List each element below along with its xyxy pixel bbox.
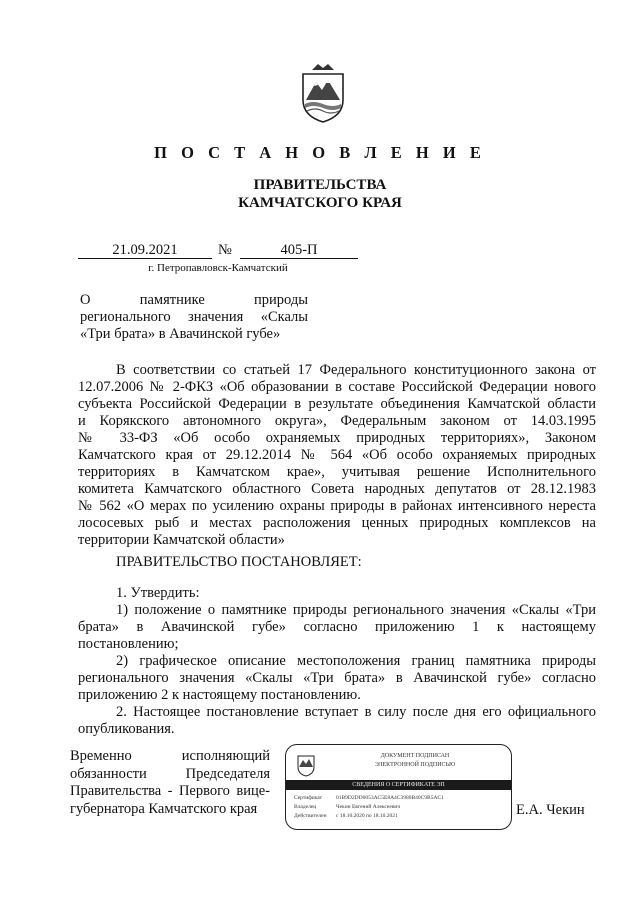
preamble-line: № 562 «О мерах по усилению охраны природы в районах интенсивного нереста	[78, 498, 596, 514]
item-line: 1) положение о памятнике природы регионального значения «Скалы «Три	[116, 602, 596, 618]
document-date: 21.09.2021	[78, 243, 212, 259]
document-number: 405-П	[240, 243, 358, 259]
document-type-title: П О С Т А Н О В Л Е Н И Е	[154, 143, 486, 162]
item-line: 2) графическое описание местоположения границ памятника природы	[116, 653, 596, 669]
position-line: губернатора Камчатского края	[70, 800, 258, 817]
preamble-line: № 33-ФЗ «Об особо охраняемых природных территориях», Законом	[78, 430, 596, 446]
item-line: приложению 2 к настоящему постановлению.	[78, 687, 361, 703]
valid-value: с 18.10.2020 по 18.10.2021	[336, 813, 398, 819]
preamble-line: лососевых рыб и местах расположения ценных природных комплексов на	[78, 515, 596, 531]
issuer-line-1: ПРАВИТЕЛЬСТВА	[253, 177, 387, 193]
preamble-line: территориях в Камчатском крае», учитывая решение Исполнительного	[78, 464, 596, 480]
stamp-cert-row	[294, 795, 444, 801]
item-line: постановлению;	[78, 636, 179, 652]
preamble-line: 12.07.2006 № 2-ФКЗ «Об образовании в составе Российской Федерации нового	[78, 379, 596, 395]
cert-label: Сертификат	[294, 795, 322, 801]
preamble-line: и Корякского автономного округа», Федеральным законом от 14.03.1995	[78, 413, 596, 429]
preamble-line: В соответствии со статьей 17 Федерального конституционного закона от	[116, 362, 596, 378]
valid-label: Действителен	[294, 813, 327, 819]
item-line: опубликования.	[78, 721, 175, 737]
item-line: брата» в Авачинской губе» согласно приложению 1 к настоящему	[78, 619, 596, 635]
owner-label: Владелец	[294, 804, 317, 810]
stamp-valid-row	[294, 813, 398, 819]
preamble-line: Камчатского края от 29.12.2014 № 564 «Об особо охраняемых природных	[78, 447, 596, 463]
position-line: обязанности Председателя	[70, 765, 270, 782]
issuer-line-2: КАМЧАТСКОГО КРАЯ	[238, 195, 402, 211]
preamble-line: субъекта Российской Федерации в результате объединения Камчатской области	[78, 396, 596, 412]
preamble-paragraph	[78, 362, 596, 549]
subject-line: О памятнике природы	[80, 292, 308, 308]
stamp-header-1: ДОКУМЕНТ ПОДПИСАН	[380, 753, 450, 759]
position-line: Правительства - Первого вице-	[70, 783, 270, 799]
item-line: регионального значения «Скалы «Три брата» в Авачинской губе» согласно	[78, 670, 596, 686]
stamp-header-2: ЭЛЕКТРОННОЙ ПОДПИСЬЮ	[374, 762, 456, 768]
preamble-line: территории Камчатской области»	[78, 532, 285, 548]
item-line: 2. Настоящее постановление вступает в силу после дня его официального	[116, 704, 596, 720]
position-line: Временно исполняющий	[70, 748, 270, 764]
subject-line: регионального значения «Скалы	[80, 309, 308, 325]
item-line: 1. Утвердить:	[116, 585, 200, 601]
preamble-line: комитета Камчатского областного Совета народных депутатов от 28.12.1983	[78, 481, 596, 497]
document-subject	[80, 292, 308, 343]
owner-value: Чекин Евгений Алексеевич	[336, 804, 401, 810]
stamp-owner-row	[294, 804, 400, 810]
electronic-signature-stamp	[285, 744, 512, 830]
document-city: г. Петропавловск-Камчатский	[148, 262, 288, 274]
subject-line: «Три брата» в Авачинской губе»	[80, 326, 281, 342]
signatory-name: Е.А. Чекин	[516, 802, 585, 818]
stamp-certificate-bar: СВЕДЕНИЯ О СЕРТИФИКАТЕ ЭП	[286, 780, 511, 790]
resolve-heading: ПРАВИТЕЛЬСТВО ПОСТАНОВЛЯЕТ:	[116, 554, 362, 570]
kamchatka-emblem-icon	[298, 60, 348, 124]
number-sign: №	[218, 242, 232, 258]
cert-value: 01B9D2DD0053AC5E8A4C3980B40C9B5AC1	[336, 795, 444, 801]
resolution-items	[78, 585, 596, 738]
signatory-position	[70, 748, 270, 818]
emblem-small-icon	[296, 753, 316, 777]
